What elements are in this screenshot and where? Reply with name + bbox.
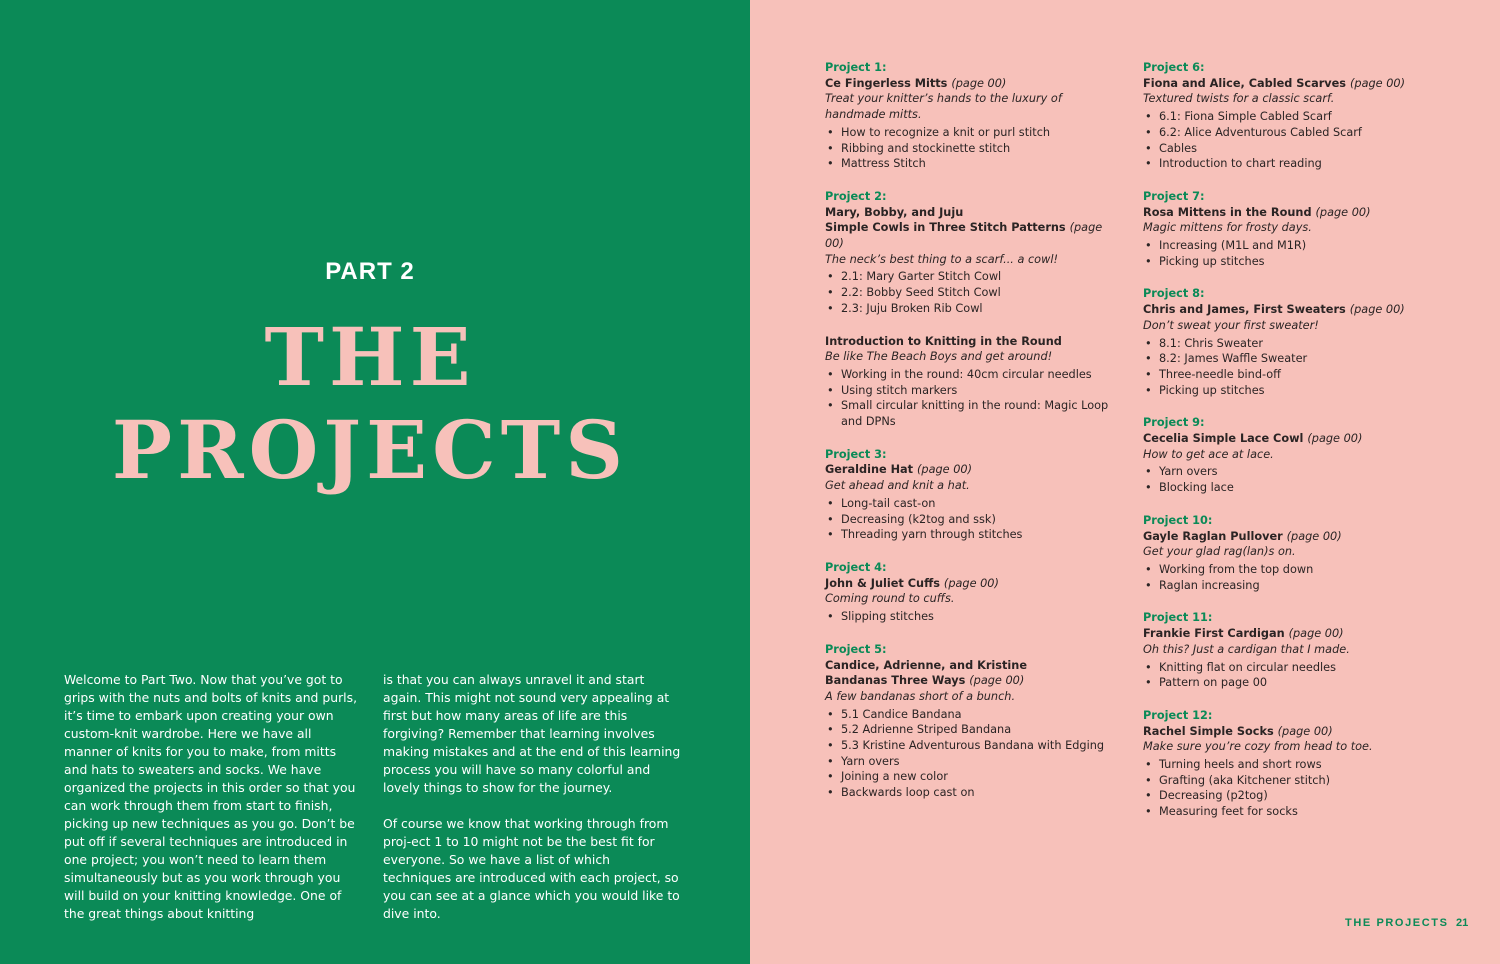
technique-item: • Yarn overs <box>1143 464 1443 480</box>
project-tagline: Be like The Beach Boys and get around! <box>825 350 1053 364</box>
project-title-line: Mary, Bobby, and Juju <box>825 205 964 219</box>
technique-list <box>1143 660 1443 691</box>
intro-column-1 <box>64 671 362 941</box>
project-entry <box>825 334 1115 430</box>
project-entry <box>1143 189 1443 270</box>
technique-item: • Working in the round: 40cm circular needles <box>825 367 1115 383</box>
project-title-text: Fiona and Alice, Cabled Scarves <box>1143 76 1347 90</box>
technique-list <box>1143 562 1443 593</box>
technique-item: • Raglan increasing <box>1143 578 1443 594</box>
project-title <box>1143 205 1443 221</box>
technique-list <box>1143 464 1443 495</box>
technique-item: • Turning heels and short rows <box>1143 757 1443 773</box>
technique-item: • 6.2: Alice Adventurous Cabled Scarf <box>1143 125 1443 141</box>
project-tagline: Textured twists for a classic scarf. <box>1143 92 1335 106</box>
intro-paragraph: Welcome to Part Two. Now that you’ve got to grips with the nuts and bolts of knits and purls, it’s time to embark upon creating your own custom-knit wardrobe. Here we have all manner of knits for you to make, from mitts and hats to sweaters and socks. We have organized the projects in this order so that you can work through them from start to finish, picking up new techniques as you go. Don’t be put off if several techniques are introduced in one project; you won’t need to learn them simultaneously but as you work through you will build on your knitting knowledge. One of the great things about knitting <box>64 672 358 921</box>
technique-item: • Three-needle bind-off <box>1143 367 1443 383</box>
technique-item: • Introduction to chart reading <box>1143 156 1443 172</box>
technique-item: • Long-tail cast-on <box>825 496 1115 512</box>
technique-item: • Yarn overs <box>825 754 1115 770</box>
intro-paragraph: Of course we know that working through from proj-ect 1 to 10 might not be the best fit for everyone. So we have a list of which techniques are introduced with each project, so you can see at a glance which you would like to dive into. <box>383 816 680 921</box>
project-entry <box>1143 708 1443 820</box>
project-page-ref: (page 00) <box>969 674 1025 688</box>
project-tagline: Make sure you’re cozy from head to toe. <box>1143 740 1373 754</box>
technique-item: • Grafting (aka Kitchener stitch) <box>1143 773 1443 789</box>
project-entry <box>1143 415 1443 496</box>
technique-item: • Mattress Stitch <box>825 156 1115 172</box>
project-title <box>1143 529 1443 545</box>
project-number: Project 4: <box>825 560 887 574</box>
technique-item: • 2.2: Bobby Seed Stitch Cowl <box>825 285 1115 301</box>
project-number: Project 2: <box>825 189 887 203</box>
technique-list <box>1143 109 1443 172</box>
project-page-ref: (page 00) <box>951 76 1007 90</box>
technique-item: • How to recognize a knit or purl stitch <box>825 125 1115 141</box>
technique-item: • Decreasing (k2tog and ssk) <box>825 512 1115 528</box>
technique-item: • Small circular knitting in the round: Magic Loop and DPNs <box>825 398 1115 429</box>
project-entry <box>825 447 1115 543</box>
technique-item: • 6.1: Fiona Simple Cabled Scarf <box>1143 109 1443 125</box>
project-number: Project 11: <box>1143 611 1213 625</box>
project-entry <box>1143 286 1443 398</box>
project-page-ref: (page 00) <box>1349 76 1405 90</box>
project-page-ref: (page 00) <box>1307 432 1363 446</box>
project-title-text: Ce Fingerless Mitts <box>825 76 948 90</box>
project-tagline: Treat your knitter’s hands to the luxury of handmade mitts. <box>825 92 1062 122</box>
running-head: THE PROJECTS <box>1345 917 1449 929</box>
technique-item: • 5.3 Kristine Adventurous Bandana with Edging <box>825 738 1115 754</box>
project-page-ref: (page 00) <box>1349 303 1405 317</box>
technique-item: • Measuring feet for socks <box>1143 804 1443 820</box>
technique-item: • 2.1: Mary Garter Stitch Cowl <box>825 269 1115 285</box>
intro-column-2 <box>383 671 681 941</box>
project-title <box>825 576 1115 592</box>
technique-item: • Picking up stitches <box>1143 254 1443 270</box>
project-title-text: Rosa Mittens in the Round <box>1143 205 1312 219</box>
project-entry <box>825 189 1115 317</box>
project-title-text: Frankie First Cardigan <box>1143 627 1285 641</box>
project-page-ref: (page 00) <box>917 463 973 477</box>
project-title <box>825 220 1115 251</box>
project-title <box>1143 626 1443 642</box>
project-title-text: Chris and James, First Sweaters <box>1143 303 1346 317</box>
technique-list <box>1143 238 1443 269</box>
project-list-column-b <box>1143 60 1443 837</box>
project-tagline: Get your glad rag(lan)s on. <box>1143 545 1296 559</box>
technique-list <box>825 367 1115 430</box>
technique-item: • 5.1 Candice Bandana <box>825 707 1115 723</box>
project-tagline: Get ahead and knit a hat. <box>825 479 970 493</box>
project-number: Project 7: <box>1143 189 1205 203</box>
technique-item: • Ribbing and stockinette stitch <box>825 141 1115 157</box>
technique-item: • Cables <box>1143 141 1443 157</box>
project-entry <box>825 60 1115 172</box>
project-entry <box>825 642 1115 801</box>
part-label: PART 2 <box>325 258 415 285</box>
project-title <box>825 462 1115 478</box>
technique-item: • Knitting flat on circular needles <box>1143 660 1443 676</box>
project-number: Project 3: <box>825 447 887 461</box>
project-tagline: How to get ace at lace. <box>1143 447 1274 461</box>
project-tagline: Oh this? Just a cardigan that I made. <box>1143 642 1350 656</box>
technique-item: • Decreasing (p2tog) <box>1143 788 1443 804</box>
project-title <box>1143 431 1443 447</box>
project-number: Project 6: <box>1143 61 1205 74</box>
project-title-text: Cecelia Simple Lace Cowl <box>1143 432 1304 446</box>
project-list-column-a <box>825 60 1115 818</box>
project-number: Project 1: <box>825 61 887 74</box>
technique-item: • 8.2: James Waffle Sweater <box>1143 351 1443 367</box>
project-title-line: Candice, Adrienne, and Kristine <box>825 658 1027 672</box>
project-title-text: Bandanas Three Ways <box>825 674 966 688</box>
project-tagline: Coming round to cuffs. <box>825 592 955 606</box>
technique-list <box>825 125 1115 172</box>
project-title <box>825 334 1115 350</box>
project-page-ref: (page 00) <box>1286 529 1342 543</box>
technique-item: • Working from the top down <box>1143 562 1443 578</box>
technique-list <box>825 707 1115 801</box>
technique-list <box>825 609 1115 625</box>
project-page-ref: (page 00) <box>943 576 999 590</box>
technique-item: • Pattern on page 00 <box>1143 675 1443 691</box>
technique-list <box>825 496 1115 543</box>
project-number: Project 10: <box>1143 513 1213 527</box>
technique-item: • Using stitch markers <box>825 383 1115 399</box>
project-title <box>1143 76 1443 92</box>
technique-item: • Joining a new color <box>825 769 1115 785</box>
technique-item: • 8.1: Chris Sweater <box>1143 336 1443 352</box>
project-title-text: Geraldine Hat <box>825 463 914 477</box>
page-number: 21 <box>1456 917 1469 929</box>
title-line-1: THE <box>264 310 476 404</box>
technique-item: • Backwards loop cast on <box>825 785 1115 801</box>
project-entry <box>825 560 1115 625</box>
intro-paragraph: is that you can always unravel it and start again. This might not sound very appealing at first but how many areas of life are this forgiving? Remember that learning involves making mistakes and at the end of this learning process you will have so many colorful and lovely things to show for the journey. <box>383 672 681 795</box>
project-entry <box>1143 513 1443 594</box>
technique-item: • Threading yarn through stitches <box>825 527 1115 543</box>
project-entry <box>1143 610 1443 691</box>
title-line-2: PROJECTS <box>111 403 629 497</box>
technique-item: • 5.2 Adrienne Striped Bandana <box>825 722 1115 738</box>
project-title-text: Rachel Simple Socks <box>1143 724 1274 738</box>
project-title-text: Gayle Raglan Pullover <box>1143 529 1283 543</box>
technique-item: • Blocking lace <box>1143 480 1443 496</box>
project-tagline: The neck’s best thing to a scarf... a cowl! <box>825 252 1059 266</box>
technique-list <box>825 269 1115 316</box>
project-title <box>1143 724 1443 740</box>
project-number: Project 8: <box>1143 287 1205 301</box>
project-page-ref: (page 00) <box>825 221 1103 251</box>
technique-item: • Slipping stitches <box>825 609 1115 625</box>
project-number: Project 5: <box>825 642 887 656</box>
technique-item: • Increasing (M1L and M1R) <box>1143 238 1443 254</box>
project-entry <box>1143 60 1443 172</box>
project-title <box>825 673 1115 689</box>
project-page-ref: (page 00) <box>1288 627 1344 641</box>
project-title <box>1143 302 1443 318</box>
project-title-text: Simple Cowls in Three Stitch Patterns <box>825 221 1066 235</box>
project-number: Project 9: <box>1143 416 1205 430</box>
technique-item: • 2.3: Juju Broken Rib Cowl <box>825 301 1115 317</box>
project-tagline: A few bandanas short of a bunch. <box>825 689 1016 703</box>
project-page-ref: (page 00) <box>1277 724 1333 738</box>
project-title-text: Introduction to Knitting in the Round <box>825 334 1062 348</box>
technique-item: • Picking up stitches <box>1143 383 1443 399</box>
project-page-ref: (page 00) <box>1315 205 1371 219</box>
technique-list <box>1143 336 1443 399</box>
technique-list <box>1143 757 1443 820</box>
project-title <box>825 76 1115 92</box>
project-tagline: Magic mittens for frosty days. <box>1143 221 1312 235</box>
project-tagline: Don’t sweat your first sweater! <box>1143 318 1319 332</box>
project-number: Project 12: <box>1143 708 1213 722</box>
project-title-text: John & Juliet Cuffs <box>825 576 940 590</box>
